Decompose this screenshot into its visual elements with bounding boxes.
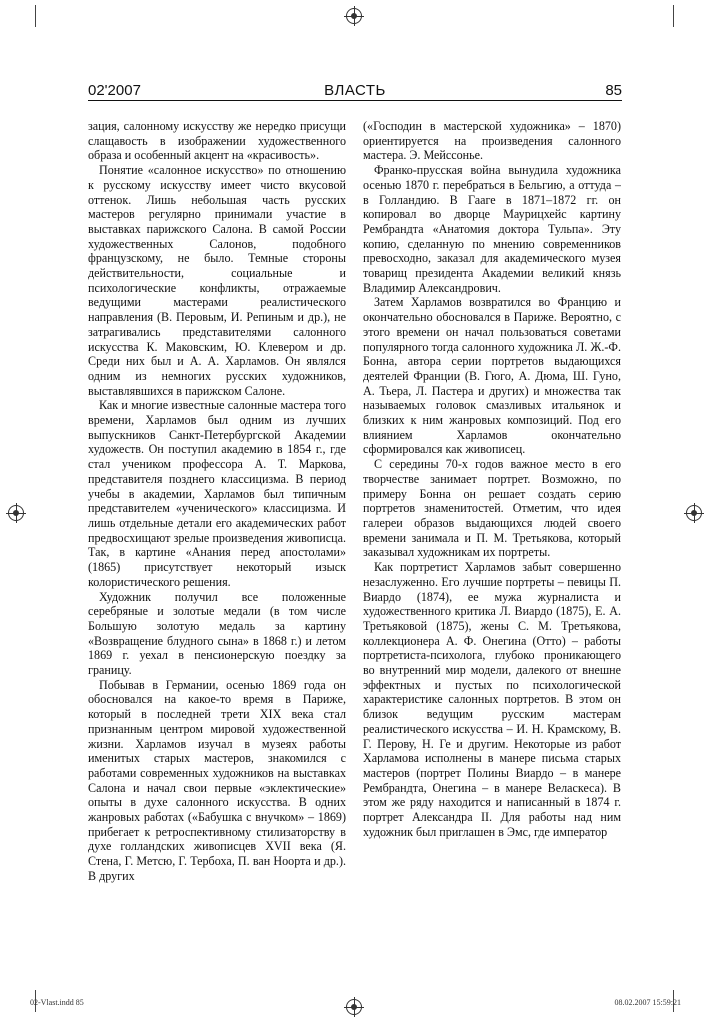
paragraph: («Господин в мастерской художника» – 1870) ориентируется на произведения салонного мастера. Э. Мейссонье.: [363, 119, 621, 163]
crop-mark-top-left: [35, 5, 36, 27]
paragraph: Понятие «салонное искусство» по отношению к русскому искусству имеет чисто вкусовой оттенок. Лишь небольшая часть русских мастеров регулярно принимали участие в выставках парижского Салона. В самой России художественных Салонов, подобного французскому, не было. Темные стороны действительности, социальные и психологические конфликты, отражаемые ведущими мастерами реалистического направления (В. Перовым, И. Репиным и др.), не затрагивались представителями салонного искусства К. Маковским, Ю. Клевером и др. Среди них был и А. А. Харламов. Он являлся одним из немногих русских художников, выставлявшихся в парижском Салоне.: [88, 163, 346, 398]
header-rule: [88, 100, 622, 101]
crop-mark-top-right: [673, 5, 674, 27]
paragraph: Побывав в Германии, осенью 1869 года он обосновался на какое-то время в Париже, который в последней трети XIX века стал признанным центром мировой художественной жизни. Харламов изучал в музеях работы именитых старых мастеров, знакомился с работами современных художников на выставках Салона и начал свои первые «эклектические» опыты в духе салонного искусства. В одних жанровых работах («Бабушка с внучком» – 1869) прибегает к ретроспективному стилизаторству в духе голландских живописцев XVII века (Я. Стена, Г. Метсю, Г. Тербоха, П. ван Ноорта и др.). В других: [88, 677, 346, 883]
left-column: [88, 119, 346, 957]
registration-mark-bottom-icon: [346, 999, 362, 1015]
print-slug-timestamp: 08.02.2007 15:59:21: [614, 998, 681, 1007]
paragraph: Затем Харламов возвратился во Францию и окончательно обосновался в Париже. Вероятно, с этого времени он начал пользоваться советами популярного тогда салонного художника Л. Ж.-Ф. Бонна, автора серии портретов выдающихся деятелей Франции (В. Гюго, А. Дюма, Ш. Гуно, А. Тьера, Л. Пастера и других) и множества так называемых головок смазливых итальянок и близких к ним жанровых композиций. Под его влиянием Харламов окончательно сформировался как живописец.: [363, 295, 621, 457]
registration-mark-right-icon: [686, 505, 702, 521]
paragraph: Как портретист Харламов забыт совершенно незаслуженно. Его лучшие портреты – певицы П. Виардо (1874), ее мужа журналиста и художественного критика Л. Виардо (1875), Е. А. Третьяковой (1875), жены С. М. Третьякова, коллекционера А. Ф. Онегина (Отто) – работы портретиста-психолога, глубоко проникающего во внутренний мир модели, далекого от внешне эффектных и пустых по психологической характеристике салонных портретов. В этом он близок ведущим русским мастерам реалистического искусства – И. Н. Крамскому, В. Г. Перову, Н. Ге и другим. Некоторые из работ Харламова исполнены в манере письма старых мастеров (портрет Полины Виардо – в манере Рембрандта, Онегина – в манере Веласкеса). В этом же ряду находится и написанный в 1874 г. портрет Александра II. Для работы над ним художник был приглашен в Эмс, где император: [363, 560, 621, 839]
issue-number: 02'2007: [88, 82, 141, 99]
print-slug-file: 02-Vlast.indd 85: [30, 998, 84, 1007]
magazine-title: ВЛАСТЬ: [324, 82, 386, 99]
running-header: [88, 80, 622, 102]
paragraph: Как и многие известные салонные мастера того времени, Харламов был одним из лучших выпускников Санкт-Петербургской Академии художеств. Он поступил академию в 1854 г., где стал учеником профессора А. Т. Маркова, представителя позднего классицизма. В период учебы в академии, Харламов был типичным представителем «ученического» классицизма. И лишь отдельные детали его академических работ предвосхищают зрелые произведения живописца. Так, в картине «Анания перед апостолами» (1865) присутствует некоторый изыск колористического решения.: [88, 398, 346, 589]
paragraph: Художник получил все положенные серебряные и золотые медали (в том числе Большую золотую медаль за картину «Возвращение блудного сына» в 1868 г.) и летом 1869 г. уехал в пенсионерскую поездку за границу.: [88, 589, 346, 678]
paragraph: Франко-прусская война вынудила художника осенью 1870 г. перебраться в Бельгию, а оттуда – в Голландию. В Гааге в 1871–1872 гг. он копировал во дворце Маурицхейс картину Рембрандта «Анатомия доктора Тульпа». Эту копию, сделанную по мнению современников превосходно, заказал для академического музея товарищ президента Академии великий князь Владимир Александрович.: [363, 163, 621, 295]
registration-mark-top-icon: [346, 8, 362, 24]
registration-mark-left-icon: [8, 505, 24, 521]
paragraph: С середины 70-х годов важное место в его творчестве занимает портрет. Возможно, по примеру Бонна он решает создать серию портретов знаменитостей. Отметим, что идея галереи образов выдающихся людей своего времени занимала и П. М. Третьякова, который заказывал художникам их портреты.: [363, 457, 621, 560]
page-number: 85: [605, 82, 622, 99]
right-column: [363, 119, 621, 957]
paragraph: зация, салонному искусству же нередко присущи слащавость в изображении художественного образа и особенный акцент на «красивость».: [88, 119, 346, 163]
